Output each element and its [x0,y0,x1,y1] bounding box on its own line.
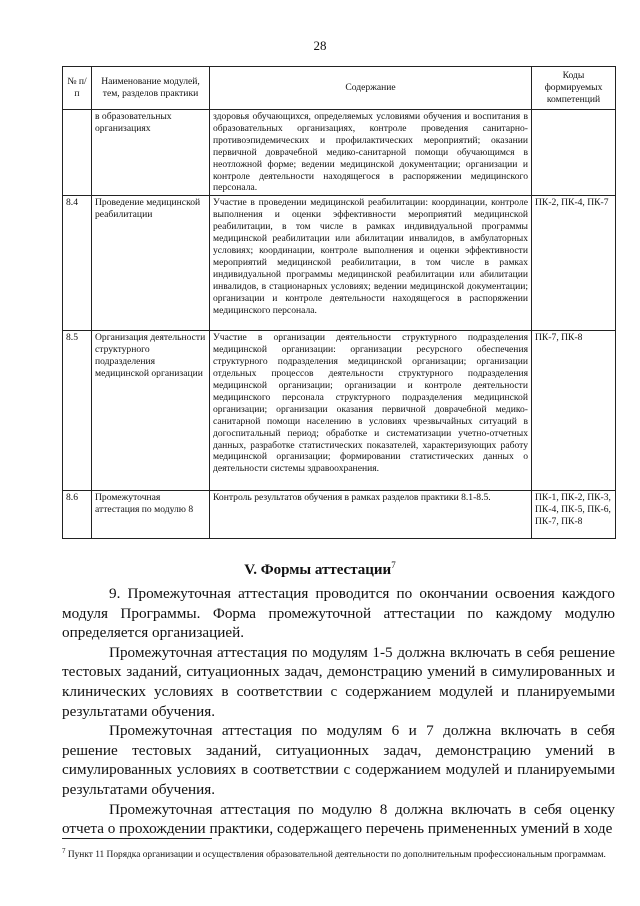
section-title-text: V. Формы аттестации [244,562,392,578]
cell-name: Промежуточная аттестация по модулю 8 [92,491,210,539]
footnote-mark: 7 [62,847,66,855]
table-row [63,491,616,539]
cell-name: Организация деятельности структурного подразделения медицинской организации [92,331,210,491]
page-number: 28 [313,38,327,53]
cell-codes: ПК-7, ПК-8 [532,331,616,491]
footnote-divider [62,838,212,839]
header-content: Содержание [210,67,532,110]
cell-codes: ПК-2, ПК-4, ПК-7 [532,196,616,331]
cell-num: 8.4 [63,196,92,331]
header-name: Наименование модулей, тем, разделов практики [92,67,210,110]
cell-num: 8.6 [63,491,92,539]
cell-name: в образовательных организациях [92,110,210,196]
curriculum-table [62,66,616,539]
cell-num: 8.5 [63,331,92,491]
cell-content: Участие в организации деятельности структурного подразделения медицинской организации: организации ресурсного обеспечения структурного подразделения медицинской организации; организации отдельных процессов деятельности структурного подразделения медицинской организации; организации и контроле деятельности медицинского персонала структурного подразделения медицинской организации; организации оказания первичной доврачебной медико-санитарной помощи населению в условиях чрезвычайных ситуаций в догоспитальный период; обработке и систематизации учетно-отчетных данных, разработке статистических показателей, характеризующих работу медицинской организации; формировании статистических данных о деятельности системы здравоохранения. [210,331,532,491]
table-header-row [63,67,616,110]
section-title [0,560,640,579]
cell-content: здоровья обучающихся, определяемых условиями обучения и воспитания в образовательных организациях, контроле проведения санитарно-противоэпидемических и профилактических мероприятий; оказании первичной доврачебной медико-санитарной помощи обучающимся в неотложной форме; ведении медицинской документации; организации и контроле деятельности находящегося в распоряжении медицинского персонала. [210,110,532,196]
paragraph: Промежуточная аттестация по модулю 8 должна включать в себя оценку отчета о прохождении практики, содержащего перечень примененных умений в ходе [62,800,615,838]
cell-codes [532,110,616,196]
paragraph: 9. Промежуточная аттестация проводится по окончании освоения каждого модуля Программы. Форма промежуточной аттестации по каждому модулю определяется организацией. [62,585,615,642]
table-row [63,196,616,331]
cell-name: Проведение медицинской реабилитации [92,196,210,331]
footnote-text: Пункт 11 Порядка организации и осуществления образовательной деятельности по дополнительным профессиональным программам. [67,850,606,861]
table-row [63,110,616,196]
paragraph: Промежуточная аттестация по модулям 6 и 7 должна включать в себя решение тестовых заданий, ситуационных задач, демонстрацию умений в симулированных условиях в соответствии с содержанием модулей и планируемыми результатами обучения. [62,722,615,798]
footnote-reference: 7 [391,560,396,570]
cell-codes: ПК-1, ПК-2, ПК-3, ПК-4, ПК-5, ПК-6, ПК-7, ПК-8 [532,491,616,539]
cell-num [63,110,92,196]
footnote [62,845,615,862]
body-text [62,584,615,839]
table-row [63,331,616,491]
header-codes: Коды формируемых компетенций [532,67,616,110]
paragraph: Промежуточная аттестация по модулям 1-5 должна включать в себя решение тестовых заданий, ситуационных задач, демонстрацию умений в симулированных и клинических условиях в соответствии с содержанием модулей и планируемыми результатами обучения. [62,643,615,720]
header-num: № п/п [63,67,92,110]
cell-content: Контроль результатов обучения в рамках разделов практики 8.1-8.5. [210,491,532,539]
cell-content: Участие в проведении медицинской реабилитации: координации, контроле выполнения и оценки эффективности мероприятий медицинской реабилитации, в том числе в рамках индивидуальной программы медицинской реабилитации или абилитации инвалидов, в амбулаторных условиях; координации, контроле выполнения и оценки эффективности мероприятий медицинской реабилитации, в том числе в рамках индивидуальной программы медицинской реабилитации или абилитации инвалидов, в стационарных условиях; ведении медицинской документации; организации и контроле деятельности находящегося в распоряжении медицинского персонала. [210,196,532,331]
